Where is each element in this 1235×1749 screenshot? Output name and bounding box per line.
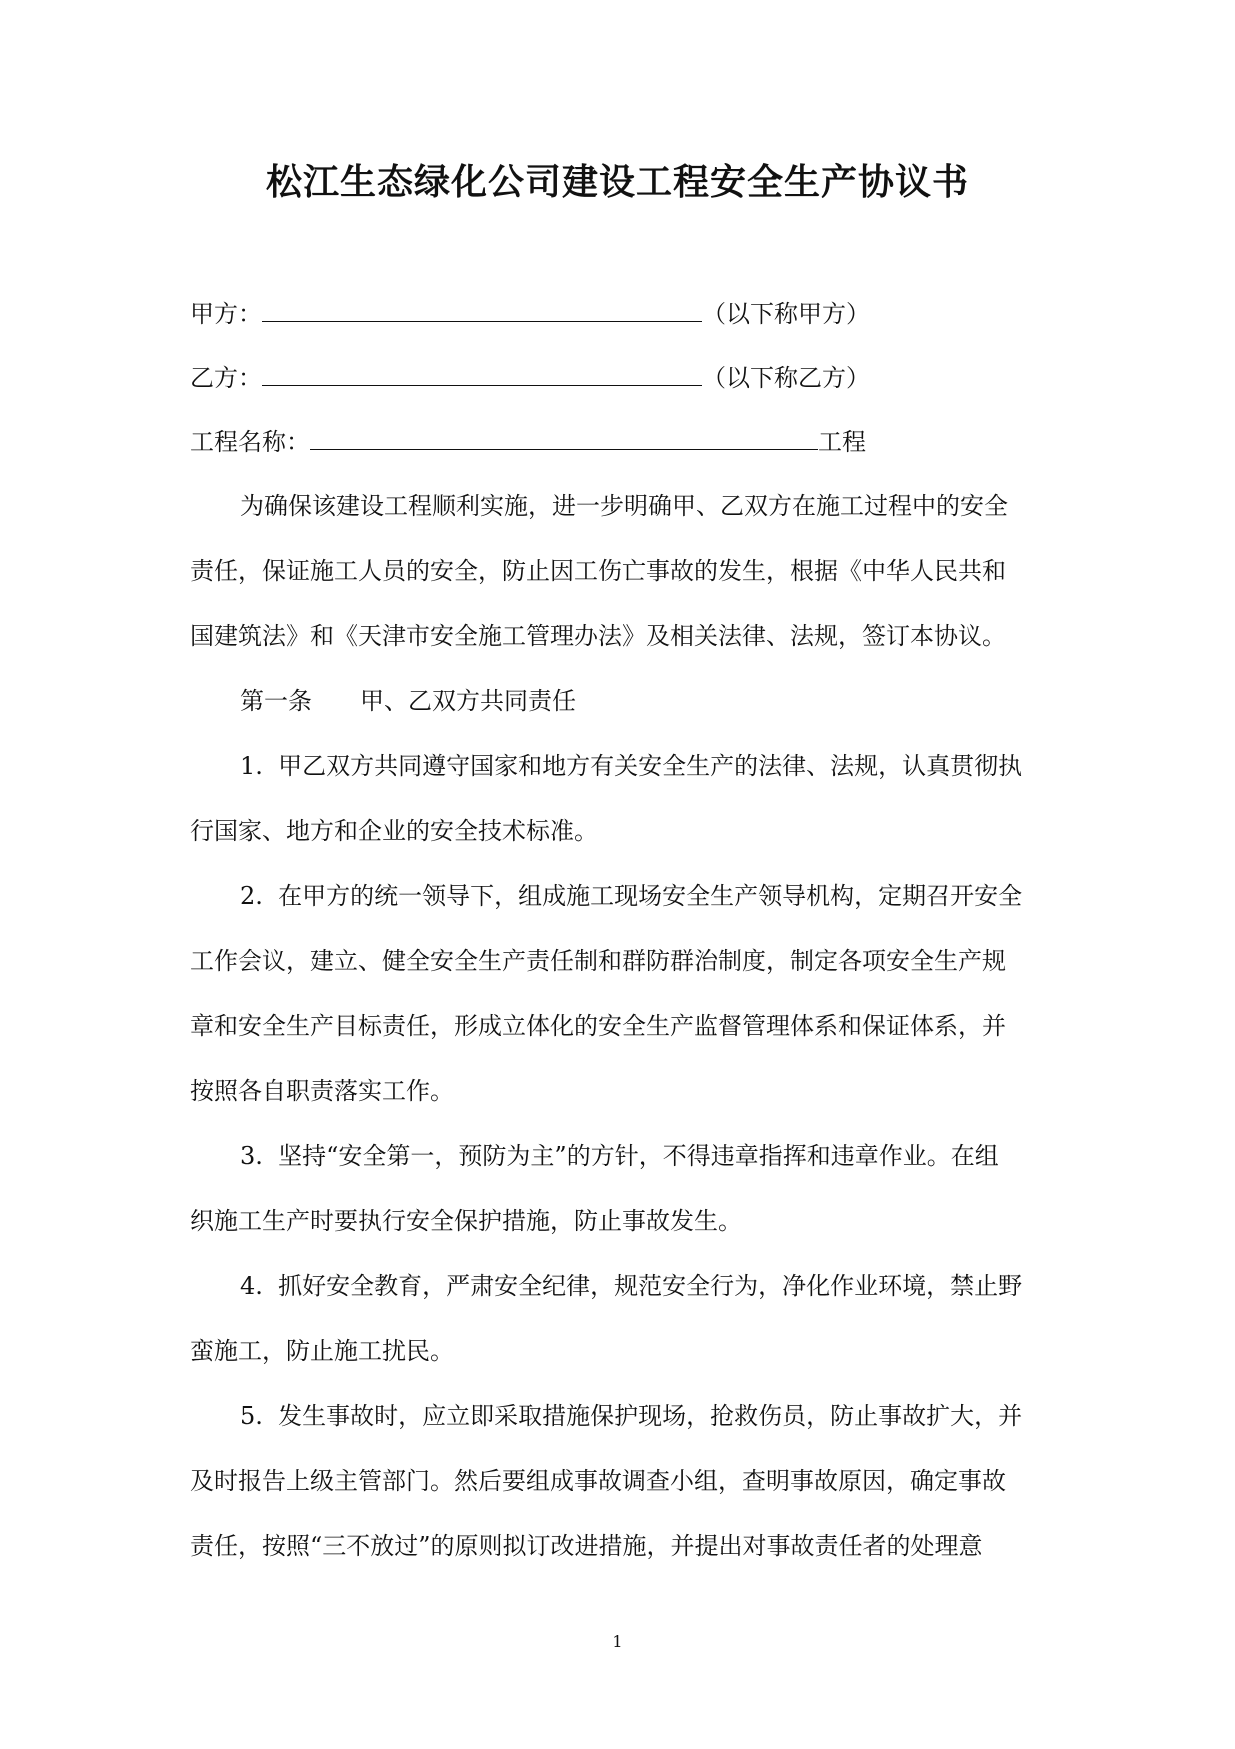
document-title: 松江生态绿化公司建设工程安全生产协议书 [265,161,969,203]
party-b-blank[interactable] [262,363,702,386]
project-name-line [190,426,1070,458]
clause-line: 及时报告上级主管部门。然后要组成事故调查小组，查明事故原因，确定事故 [190,1467,1006,1495]
clause-line: 4. 抓好安全教育，严肃安全纪律，规范安全行为，净化作业环境，禁止野 [240,1272,1023,1300]
clause-line: 织施工生产时要执行安全保护措施，防止事故发生。 [190,1207,742,1235]
article-1-heading [240,685,1070,717]
party-b-suffix: （以下称乙方） [702,364,870,392]
article-1-title: 甲、乙双方共同责任 [360,687,576,715]
clause-line: 2. 在甲方的统一领导下，组成施工现场安全生产领导机构，定期召开安全 [240,882,1023,910]
project-name-label: 工程名称： [190,428,310,456]
party-a-label: 甲方： [190,300,262,328]
party-a-suffix: （以下称甲方） [702,300,870,328]
project-name-suffix: 工程 [818,428,866,456]
party-b-line [190,362,1070,394]
clause-line: 1. 甲乙双方共同遵守国家和地方有关安全生产的法律、法规，认真贯彻执 [240,752,1023,780]
preamble-line: 国建筑法》和《天津市安全施工管理办法》及相关法律、法规，签订本协议。 [190,622,1006,650]
clause-line: 3. 坚持“安全第一，预防为主”的方针，不得违章指挥和违章作业。在组 [240,1142,999,1170]
party-a-line [190,298,1070,330]
project-name-blank[interactable] [310,427,818,450]
clause-line: 蛮施工，防止施工扰民。 [190,1337,454,1365]
clause-line: 5. 发生事故时，应立即采取措施保护现场，抢救伤员，防止事故扩大，并 [240,1402,1023,1430]
preamble-line: 为确保该建设工程顺利实施，进一步明确甲、乙双方在施工过程中的安全 [240,492,1008,520]
clause-line: 工作会议，建立、健全安全生产责任制和群防群治制度，制定各项安全生产规 [190,947,1006,975]
clause-line: 责任，按照“三不放过”的原则拟订改进措施，并提出对事故责任者的处理意 [190,1532,983,1560]
clause-line: 行国家、地方和企业的安全技术标准。 [190,817,598,845]
page-number: 1 [612,1632,623,1651]
clause-line: 按照各自职责落实工作。 [190,1077,454,1105]
party-a-blank[interactable] [262,299,702,322]
preamble-line: 责任，保证施工人员的安全，防止因工伤亡事故的发生，根据《中华人民共和 [190,557,1006,585]
party-b-label: 乙方： [190,364,262,392]
article-1-number: 第一条 [240,687,312,715]
clause-line: 章和安全生产目标责任，形成立体化的安全生产监督管理体系和保证体系，并 [190,1012,1006,1040]
